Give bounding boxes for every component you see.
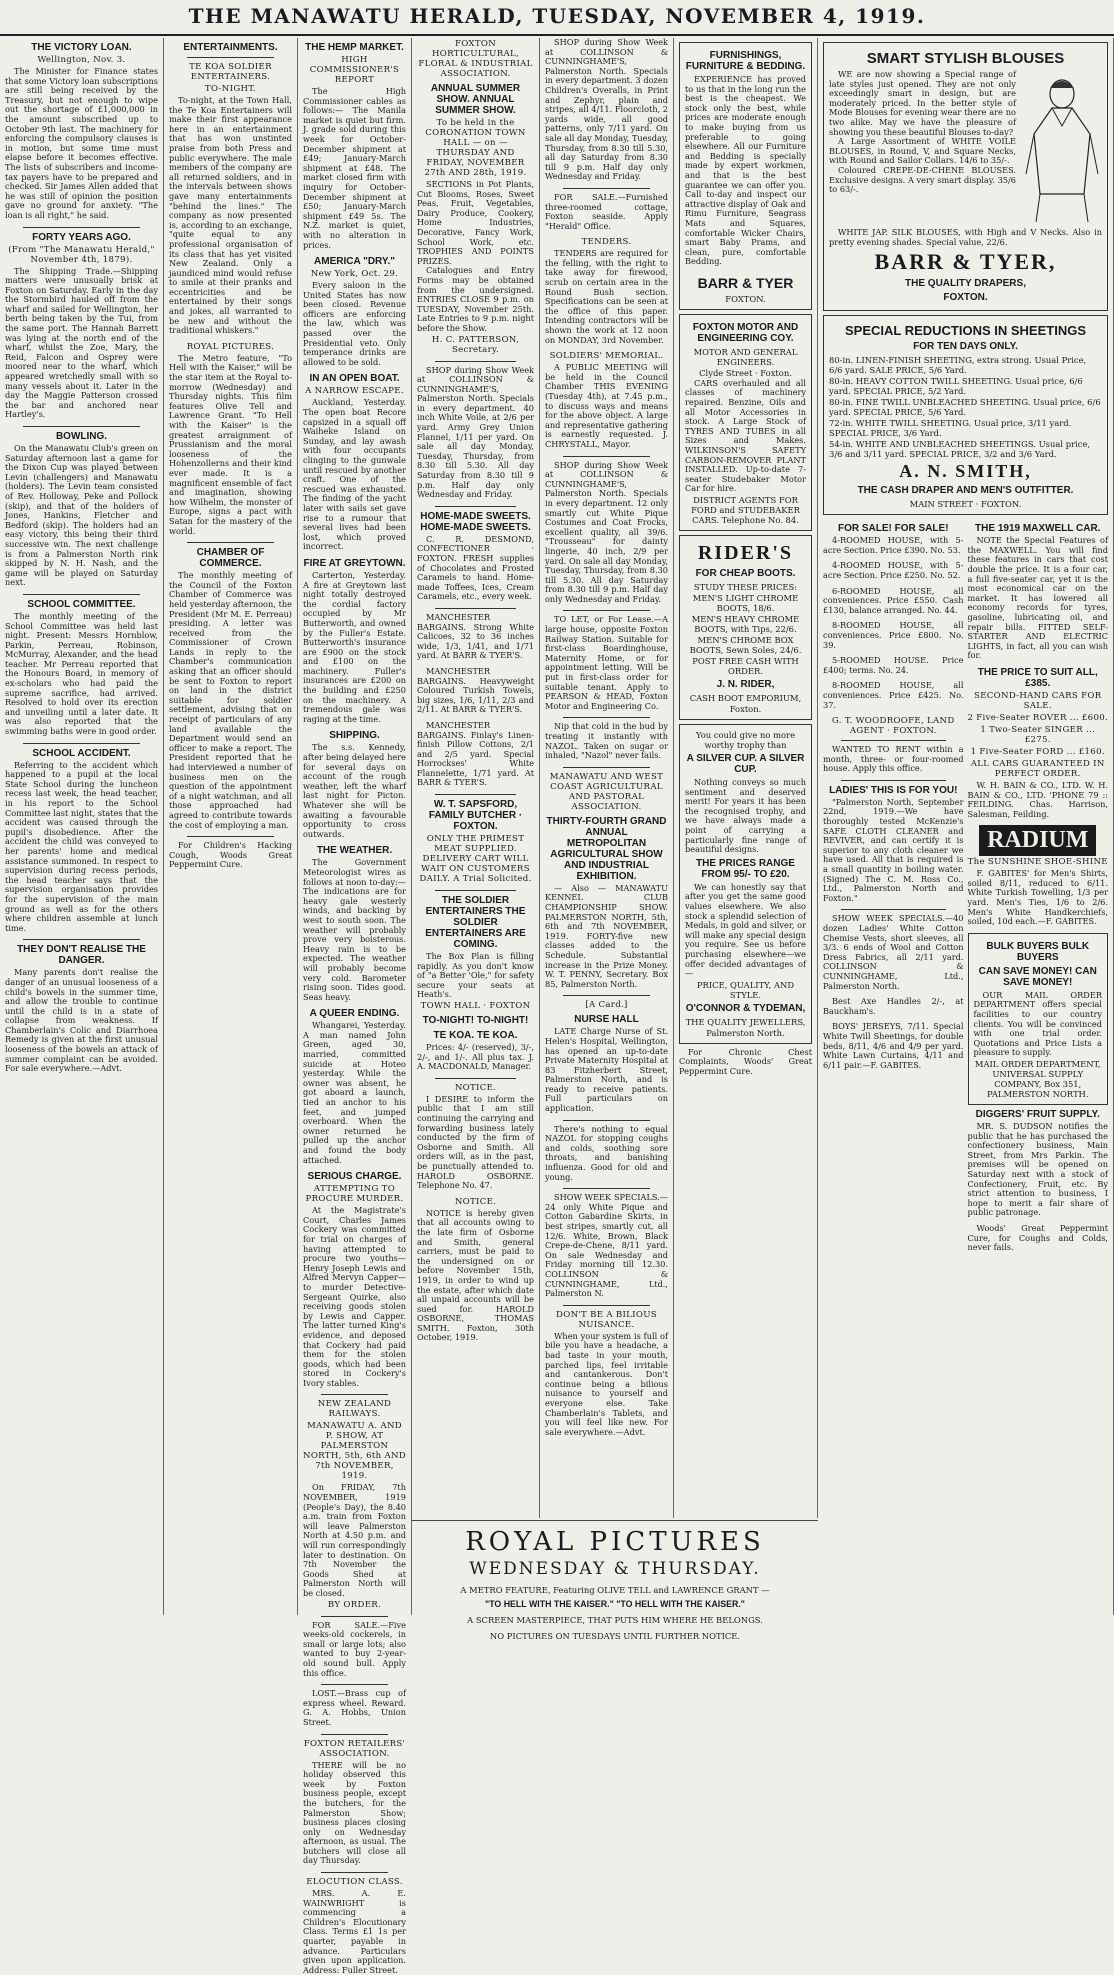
- article-hemp: [303, 42, 406, 250]
- headline: NURSE HALL: [574, 1014, 639, 1026]
- headline: FIRE AT GREYTOWN.: [303, 557, 406, 569]
- subhead: SOLDIERS' MEMORIAL.: [549, 351, 664, 362]
- subcolumn-right: [968, 519, 1109, 1259]
- divider: [23, 594, 140, 595]
- advert-nazol: Nip that cold in the bud by treating it instantly with NAZOL. Taken on sugar or inhaled, "Nazol" never fails.: [545, 721, 668, 761]
- subhead: NOTICE.: [454, 1082, 497, 1093]
- divider: [563, 1120, 650, 1121]
- headline: BOWLING.: [55, 431, 108, 442]
- divider: [435, 890, 516, 891]
- price-item: 54-in. WHITE AND UNBLEACHED SHEETINGS. Usual price, 3/6 and 3/11 yard. SPECIAL PRICE, 3/2 and 3/6 Yard.: [829, 439, 1091, 460]
- article-body: For Children's Hacking Cough, Woods Great Peppermint Cure.: [169, 840, 292, 870]
- article-body: The High Commissioner cables as follows:— The Manila market is quiet but firm. J. grade sold during this week for October-December shipment at £49; January-March shipment at £48. The market closed firm with inquiry for October-December shipment at £50; January-March shipment £49 5s. The N.Z. market is quiet, with no alteration in prices.: [303, 86, 406, 250]
- article-body: The monthly meeting of the School Committee was held last night. Present: Messrs Hornblow, Parkin, Perreau, Robinson, McMurray, Alexander, and the head teacher. Mr Perreau reported that the Honours Board, in memory of ex-scholars who had paid the supreme sacrifice, had arrived. Resolved to hold over its erection and unveiling until a later date. It was also reported that the swimming baths were in good order.: [5, 610, 158, 737]
- advert-tenders: [545, 237, 668, 345]
- ad-shop: BARR & TYER,: [874, 249, 1057, 275]
- article-body: The Metro feature, "To Hell with the Kaiser," will be the star item at the Royal to-morrow (Wednesday) and Thursday nights. This film features Olive Tell and Lawrence Grant. "To Hell with the Kaiser" is the greatest arraignment of Prussianism and the moral looseness of the Hohenzollerns and their kind ever made. It is a magnificent ensemble of fact and imagination, showing how Wilhelm, the monster of Europe, signs a pact with Satan for the mastery of the world.: [169, 352, 292, 536]
- subhead: (From "The Manawatu Herald," November 4th, 1879).: [8, 244, 155, 265]
- article-body: "Palmerston North, September 22nd, 1919.—We have thoroughly tested McKenzie's SAFE CLOTH CLEANER and REVIVER, and can certify it is superior to any cloth cleaner we have used. All that is required is a small quantity in boiling water. (Signed) The C. M. Ross Co., Ltd., Palmerston North and Foxton.": [823, 796, 964, 903]
- article-body: A PUBLIC MEETING will be held in the Council Chamber THIS EVENING (Tuesday 4th), at 7.45 p.m., to discuss ways and means for the above object. A large and representative gathering is earnestly requested. J. CHRYSTALL, Mayor.: [545, 362, 668, 449]
- advert-radium: [968, 825, 1109, 867]
- advert-show-specials: SHOW WEEK SPECIALS.—24 only White Pique and Cotton Gabardine Skirts, in best stripes, smartly cut, all 12/6. White, Brown, Black Crepe-de-Chene, 8/11 yard. On sale Wednesday and Friday morning till 12.30. COLLINSON & CUNNINGHAME, Ltd., Palmerston N.: [545, 1192, 668, 1299]
- subhead: TENDERS.: [581, 237, 632, 248]
- headline: FORTY YEARS AGO.: [32, 231, 131, 243]
- price-item: 80-in. LINEN-FINISH SHEETING, extra strong. Usual Price, 6/6 yard. SALE PRICE, 5/6 Yard.: [829, 355, 1087, 376]
- article-body: Referring to the accident which happened to a pupil at the local State School during the luncheon recess last week, the head teacher, in his report to the School Committee last night, states that the accident was caused through the pupil's disobedience. After the accident the child was conveyed to her parents' home and medical assistance summoned. In respect to supervision during recess periods, the head teacher says that the supervision organisation provides for the supervision of the main ground as well as for the others where children assemble at lunch time.: [5, 759, 158, 933]
- subhead: FOXTON HORTICULTURAL, FLORAL & INDUSTRIAL ASSOCIATION.: [418, 39, 533, 79]
- ad-days: WEDNESDAY & THURSDAY.: [469, 1559, 761, 1579]
- headline: DIGGERS' FRUIT SUPPLY.: [975, 1109, 1100, 1120]
- advert-railways: [303, 1399, 406, 1609]
- headline: LADIES' THIS IS FOR YOU!: [829, 784, 958, 796]
- article-body: NOTE the Special Features of the MAXWELL. You will find these features in cars that cost double the price. It is a four car, a full five-seater car, yet it is the most economical car on the market. It has lowered all economy records for tyres, gasoline, lubricating oil, and repair bills. FITTED SELF-STARTER AND ELECTRIC LIGHTS, in fact, all you can wish for.: [967, 535, 1108, 661]
- article-body: On the Manawatu Club's green on Saturday afternoon last a game for the Dixon Cup was played between Levin (challengers) and Manawatu (holders). The Levin team consisted of Rev. Holloway, Peke and Pollock (skip), and that of the holders of Jones, Hankins, Fletcher and Bedford (skip). The holders had an easy victory, this being their third successive win. The next challenge is from a Palmerston North rink skipped by N. H. Nash, and the game will be played on Saturday next.: [5, 443, 158, 588]
- advert-gabites: F. GABITES' for Men's Shirts, soiled 8/11, reduced to 6/11. White Turkish Towelling, 1/3 per yard. Men's Ties, 1/6 to 2/6. Men's White Handkerchiefs, soiled, 10d each.—F. GABITES.: [967, 868, 1108, 927]
- ad-price: THE PRICES RANGE FROM 95/- TO £20.: [696, 857, 795, 880]
- subhead: DON'T BE A BILIOUS NUISANCE.: [556, 1309, 657, 1330]
- subhead: The SUNSHINE SHOE-SHINE: [967, 857, 1108, 868]
- advert-shop: SHOP during Show Week at COLLINSON & CUNNINGHAME'S, Palmerston North. Specials in every department. 12 only smartly cut White Pique Costumes and Coat Frocks, excellent quality, all 39/6. "Trousseau" for dainty lingerie, 40 inch, 2/9 per yard. On sale all day Monday, Tuesday, Thursday, from 8.30 till 5.30. All day Saturday from 8.30 till 9 p.m. Half day only Wednesday and Friday.: [545, 459, 668, 604]
- article-body: Carterton, Yesterday. A fire at Greytown last night totally destroyed the cordial factory occupied by Mr Butterworth, and owned by the Fuller's Estate. Butterworth's insurance are £900 on the stock and £100 on the machinery. Fuller's insurances are £200 on the building and £250 on the machinery. A tremendous gale was raging at the time.: [303, 569, 406, 724]
- article-body: At the Magistrate's Court, Charles James Cockery was committed for trial on charges of having attempted to procure two youths—Henry Joseph Lewis and Alfred Mervyn Capper—to murder Detective-Sergeant Quirke, also receiving goods stolen by Lewis and Capper. The latter turned King's evidence, and deposed that Cockery had paid them for the stolen goods, which had been stored in Cockery's Ivory stables.: [303, 1205, 406, 1388]
- advert-manchester: MANCHESTER BARGAINS. Strong White Calicoes, 32 to 36 inches wide, 1/3, 1/41, and 1/71 yard. At BARR & TYER'S.: [417, 611, 534, 661]
- ad-shop: BARR & TYER: [697, 274, 794, 291]
- advert-blouses: [823, 42, 1108, 311]
- column-3: [298, 38, 412, 1975]
- subhead: ONLY THE PRIMEST MEAT SUPPLIED. DELIVERY CART WILL WAIT ON CUSTOMERS DAILY. A Trial Solicited.: [419, 834, 532, 885]
- headline: HOME-MADE SWEETS. HOME-MADE SWEETS.: [420, 510, 531, 533]
- ad-line: CASH BOOT EMPORIUM,: [689, 693, 802, 703]
- advert-bain: W. H. BAIN & CO., LTD. W. H. BAIN & CO., LTD. 'PHONE 79 :: FEILDING. Chas. Harrison, Salesman, Feilding.: [967, 779, 1108, 819]
- divider: [321, 1616, 388, 1617]
- ad-note: NO PICTURES ON TUESDAYS UNTIL FURTHER NOTICE.: [489, 1631, 741, 1641]
- headline: CHAMBER OF COMMERCE.: [196, 547, 265, 570]
- article-body: THERE will be no holiday observed this week by Foxton business people, except the butchers, for the Palmerston Show; business places closing only on Wednesday afternoon, as usual. The butchers will close all day Thursday.: [303, 1759, 406, 1866]
- divider: [563, 767, 650, 768]
- advert-bulk-buyers: [968, 933, 1109, 1105]
- subhead: NEW ZEALAND RAILWAYS.: [317, 1399, 392, 1420]
- article-body: Prices: 4/- (reserved), 3/-, 2/-, and 1/-. All plus tax. J. A. MACDONALD, Manager.: [417, 1042, 534, 1072]
- advert-sweets: [417, 511, 534, 602]
- column-1: [0, 38, 164, 1615]
- article-school-accident: [5, 748, 158, 934]
- headline: SHIPPING.: [329, 730, 380, 742]
- subhead: A NARROW ESCAPE.: [305, 386, 404, 397]
- dateline: New York, Oct. 29.: [310, 269, 399, 280]
- two-column-section: [823, 519, 1108, 1259]
- advert-lost: LOST.—Brass cup of express wheel. Reward. G. A. Hobbs, Union Street.: [303, 1688, 406, 1727]
- column-2: [164, 38, 298, 1615]
- ad-line: You could give no more worthy trophy than: [695, 730, 796, 750]
- divider: [435, 794, 516, 795]
- advert-silver-cup: [679, 724, 812, 1044]
- article-victory-loan: [5, 42, 158, 221]
- article-body: MR. S. DUDSON notifies the public that he has purchased the confectionery business, Main Street, from Mrs Parkin. The premises will be opened on Saturday next with a stock of Confectionery, Fruit, etc. By strict attention to business, I hope to merit a fair share of public patronage.: [967, 1121, 1108, 1218]
- ad-line: MAIL ORDER DEPARTMENT, UNIVERSAL SUPPLY COMPANY, Box 351, PALMERSTON NORTH.: [974, 1059, 1101, 1099]
- subhead: TO-NIGHT.: [204, 84, 257, 94]
- article-body: NOTICE is hereby given that all accounts owing to the late firm of Osborne and Smith, general carriers, must be paid to the undersigned on or before November 15th, 1919, in order to wind up the estate, after which date all unpaid accounts will be sued for. HAROLD OSBORNE, THOMAS SMITH. Foxton, 30th October, 1919.: [417, 1207, 534, 1343]
- notice-1: [417, 1083, 534, 1191]
- ad-body: Nothing conveys so much sentiment and deserved merit! For years it has been the recognised trophy, and we have always made a point of carrying a particularly fine range of beautiful designs.: [685, 777, 806, 855]
- headline: THEY DON'T REALISE THE DANGER.: [17, 944, 146, 967]
- ad-title: RIDER'S: [697, 542, 794, 564]
- advert-for-sale: FOR SALE.—Furnished three-roomed cottage, Foxton seaside. Apply "Herald" Office.: [545, 191, 668, 231]
- advert-axe: Best Axe Handles 2/-, at Bauckham's.: [823, 996, 964, 1016]
- ad-sub: FOR TEN DAYS ONLY.: [913, 341, 1018, 353]
- advert-boys: BOYS' JERSEYS, 7/11. Special White Twill Sheetings, for double beds, 8/11, 4/6 and 4/9 per yard. White Lawn Curtains, 4/11 and 6/11 pair.—F. GABITES.: [823, 1021, 964, 1070]
- price-item: MEN'S CHROME BOX BOOTS, Sewn Soles, 24/6.: [689, 635, 802, 655]
- advert-for-sale: FOR SALE.—Five weeks-old cockerels, in small or large lots; also wanted to buy 2-year-old sound bull. Apply this office.: [303, 1619, 406, 1678]
- blouse-illustration: [1022, 74, 1102, 224]
- headline: THIRTY-FOURTH GRAND ANNUAL METROPOLITAN AGRICULTURAL SHOW AND INDUSTRIAL EXHIBITION.: [546, 815, 667, 882]
- article-body: Many parents don't realise the danger of an unusual looseness of a child's bowels in the summer time, and allow the trouble to continue until the child is in a state of collapse from weakness. If Chamberlain's Colic and Diarrhoea Remedy is given at the first unusual looseness of the bowels an attack of summer complaint can be avoided. For sale everywhere.—Advt.: [5, 967, 158, 1074]
- article-body: Every saloon in the United States has now been closed. Revenue officers are enforcing the law, which was passed over the Presidential veto. Only temperance drinks are allowed to be sold.: [303, 280, 406, 367]
- listing: 1 Five-Seater FORD ... £160.: [970, 746, 1105, 757]
- ad-town: FOXTON.: [943, 292, 988, 304]
- divider: [23, 743, 140, 744]
- signature: G. T. WOODROOFE, LAND AGENT · FOXTON.: [831, 716, 955, 737]
- subhead: HIGH COMMISSIONER'S REPORT: [309, 55, 400, 85]
- ad-body: EXPERIENCE has proved to us that in the long run the best is the cheapest. We stock only the best, while prices are moderate enough to make buying from us preferable to going elsewhere. All our Furniture and Bedding is specially made by expert workmen, and that is the best guarantee we can offer you. Call to-day and inspect our attractive display of Oak and Rimu Furniture, Seagrass Mats and Squares, comfortable Wicker Chairs, smart Baby Prams, and clean, pure, comfortable Bedding.: [685, 74, 806, 267]
- divider: [841, 740, 946, 741]
- article-body: The s.s. Kennedy, after being delayed here for several days on account of the rough weather, left the wharf last night for Picton. Whatever she will be awaiting a favourable opportunity to cross outwards.: [303, 742, 406, 839]
- column-4: [412, 38, 540, 1518]
- advert-metropolitan-show: [545, 772, 668, 990]
- ad-body: WE are now showing a Special range of late styles just opened. They are not only exceedingly smart in design, but are moderately priced. In the better style of Mode Blouses for evening wear there are no two alike. May we have the pleasure of showing you these beautiful Blouses to-day?: [829, 69, 1016, 137]
- ad-tagline: A SCREEN MASTERPIECE, THAT PUTS HIM WHERE HE BELONGS.: [467, 1615, 763, 1625]
- advert-to-let: TO LET, or For Lease.—A large house, opposite Foxton Railway Station. Suitable for first-class Boardinghouse, Maternity Home, or for appointment letting. Will be put in first-class order for suitable tenant. Apply to PEARSON & HEAD, Foxton Motor and Engineering Co.: [545, 614, 668, 711]
- headline: ENTERTAINMENTS.: [183, 42, 278, 53]
- article-weather: [303, 845, 406, 1002]
- ad-title: ROYAL PICTURES: [465, 1527, 765, 1557]
- divider: [321, 1684, 388, 1685]
- subhead: ALL CARS GUARANTEED IN PERFECT ORDER.: [970, 758, 1105, 779]
- price-item: MEN'S HEAVY CHROME BOOTS, with Tips, 22/6.: [691, 614, 800, 634]
- price-item: 72-in. WHITE TWILL SHEETING. Usual price, 3/11 yard. SPECIAL PRICE, 3/6 Yard.: [829, 418, 1072, 439]
- article-body: Whangarei, Yesterday. A man named John Green, aged 30, married, committed suicide at Hoteo yesterday. While the owner was absent, he got aboard a launch, tied an anchor to his feet, and jumped overboard. When the owner returned he pulled up the anchor and found the body attached.: [303, 1020, 406, 1165]
- article-entertainments: [169, 42, 292, 336]
- listing: 4-ROOMED HOUSE, with 5-acre Section. Price £250. No. 52.: [823, 560, 964, 580]
- ad-feature: A METRO FEATURE, Featuring OLIVE TELL and LAWRENCE GRANT —: [460, 1585, 770, 1595]
- article-body: The Minister for Finance states that some Victory loan subscriptions are still being received by the Treasury, but not enough to wipe out the shortage of £1,000,000 in the amount subscribed up to October 9th last. The machinery for enforcing the compulsory clauses is in motion, but some time must elapse before it becomes effective. The lists of subscribers and income-tax payers have to be prepared and checked. Sir James Allen added that he was still of opinion the position gave no ground for anxiety. "The loan is all right," he said.: [5, 66, 158, 220]
- divider: [23, 426, 140, 427]
- divider: [841, 909, 946, 910]
- article-body: Catalogues and Entry Forms may be obtained from the undersigned. ENTRIES CLOSE 9 p.m. on TUESDAY, November 25th. Late Entries to 9 p.m. night before the Show.: [417, 265, 534, 333]
- advert-retailers: [303, 1739, 406, 1867]
- divider: [563, 188, 650, 189]
- signature: BY ORDER.: [327, 1599, 382, 1610]
- divider: [563, 1305, 650, 1306]
- divider: [187, 542, 274, 543]
- article-body: To-night, at the Town Hall, the Te Koa Entertainers will make their first appearance here in an entertainment that has won unstinted praise from both Press and public everywhere. The male members of the company are all returned soldiers, and in the intervals between shows gave many entertainments "behind the lines." The company as now presented is, according to an exchange, "quite equal to any professional organisation of its class that has yet visited New Zealand. Only a jaundiced mind would refuse to smile at their pranks and eccentricities and be entertained by their songs and jokes, all warranted to be new and without the traditional whiskers.": [169, 95, 292, 336]
- ad-town: FOXTON.: [725, 293, 766, 304]
- article-body: The monthly meeting of the Council of the Foxton Chamber of Commerce was held yesterday afternoon, the President (Mr M. E. Perreau) presiding. A letter was received from the Commissioner of Crown Lands in reply to the Chamber's communication asking that an officer should be sent to Foxton to report on land in the district suitable for soldier settlement, advising that on receipt of particulars of any land available the Department would send an officer to make a report. The President reported that he had interviewed a number of business men on the question of the appointment of a night watchman, and all those approached had agreed to contribute towards the cost of employing a man.: [169, 570, 292, 830]
- article-body: SECTIONS in Pot Plants, Cut Blooms, Roses, Sweet Peas, Fruit, Vegetables, Dairy Produce, Cookery, Home Industries, Decorative, Fancy Work, School Work, etc. TROPHIES AND POINTS PRIZES.: [417, 179, 534, 266]
- headline: IN AN OPEN BOAT.: [309, 373, 400, 385]
- ad-body: OUR MAIL ORDER DEPARTMENT offers special facilities to our country clients. You will be convinced with one trial order. Quotations and Price Lists a pleasure to supply.: [973, 989, 1102, 1058]
- divider: [435, 361, 516, 362]
- article-body: The Shipping Trade.—Shipping matters were unusually brisk at Foxton on Saturday. Early in the day the Stormbird hauled off from the wharf and sailed for Wellington, her berth being taken by the Tui, from the same port. The Hannah Barrett was lying at the north end of the wharf, whilst the Zoe, Mary, the Reid, Falcon and Osprey were moored near to the wharf, which appeared wretchedly small with so many vessels about it. Later in the day the Maggie Patterson crossed the bar and anchored near Hartley's.: [5, 265, 158, 420]
- advert-manchester: MANCHESTER BARGAINS. Finlay's Linen-finish Pillow Cottons, 2/1 and 2/5 yard. Special Horrockses' White Flannelette, 1/71 yard. At BARR & TYER'S.: [417, 719, 534, 788]
- ad-line: POST FREE CASH WITH ORDER.: [692, 656, 799, 676]
- divider: [321, 1872, 388, 1873]
- listing: 4-ROOMED HOUSE, with 5-acre Section. Price £390. No. 53.: [823, 535, 964, 555]
- ad-title: FURNISHINGS, FURNITURE & BEDDING.: [685, 50, 806, 72]
- headline: SERIOUS CHARGE.: [307, 1171, 402, 1183]
- advert-chest: For Chronic Chest Complaints, Woods' Great Peppermint Cure.: [679, 1046, 812, 1076]
- headline: THE HEMP MARKET.: [305, 42, 404, 53]
- article-body: TENDERS are required for the felling, with the right to take away for firewood, scrub on certain area in the Round Bush section. Specifications can be seen at the office of this paper. Intending contractors will be shown the work at 12 noon on MONDAY, 3rd November.: [545, 248, 668, 345]
- dateline: Wellington, Nov. 3.: [37, 55, 126, 65]
- listing: 8-ROOMED HOUSE, all conveniences. Price £425. No. 37.: [823, 680, 964, 710]
- advert-sheetings: [823, 315, 1108, 515]
- article-danger: [5, 944, 158, 1074]
- advert-shop: SHOP during Show Week at COLLINSON & CUNNINGHAME'S, Palmerston North. Specials in every department. 3 dozen Children's Overalls, in Print and Zephyr, plain and stripes, all 4/11. Floorcloth, 2 yards wide, all good patterns, only 7/11 yard. On sale all day Monday, Tuesday, Thursday, from 8.30 till 5.30, all day Saturday from 8.30 till 9 p.m. Half day only Wednesday and Friday.: [545, 37, 669, 182]
- divider: [563, 610, 650, 611]
- divider: [321, 1394, 388, 1395]
- ad-line: THE QUALITY JEWELLERS,: [685, 1016, 806, 1027]
- headline: SCHOOL COMMITTEE.: [27, 598, 136, 610]
- column-5: [540, 38, 674, 1518]
- divider: [435, 608, 516, 609]
- advert-show-week: SHOW WEEK SPECIALS.—40 dozen Ladies' White Cotton Chemise Vests, short sleeves, all 3/3. 6 ends of Wool and Cotton Dress Fabrics, all 2/11 yard. COLLINSON & CUNNINGHAME, Ltd., Palmerston North.: [823, 913, 964, 991]
- listing: 1 Two-Seater SINGER ... £275.: [980, 724, 1096, 745]
- headline: SCHOOL ACCIDENT.: [32, 747, 131, 759]
- advert-elocution: [303, 1877, 406, 1975]
- divider: [563, 1188, 650, 1189]
- article-royal-pictures: [169, 342, 292, 536]
- headline: W. T. SAPSFORD, FAMILY BUTCHER · FOXTON.: [428, 799, 523, 833]
- ad-town: Foxton.: [729, 704, 762, 714]
- ad-body: Coloured CREPE-DE-CHENE BLOUSES. Exclusive designs. A very smart display. 35/6 to 63/-.: [829, 164, 1016, 195]
- article-chamber: [169, 547, 292, 830]
- advert-soldier-entertainers: [417, 895, 534, 1072]
- subhead: [A Card.]: [585, 1000, 628, 1011]
- divider: [563, 456, 650, 457]
- divider: [187, 836, 274, 837]
- advert-butcher: [417, 799, 534, 884]
- ad-body: CARS overhauled and all classes of machinery repaired. Benzine, Oils and all Motor Accessories in stock. A Large Stock of TYRES AND TUBES in all Sizes and Makes. WILKINSON'S SAFETY CARBON-REMOVER PLANT INSTALLED. Up-to-date 7-seater Studebaker Motor Car for hire.: [685, 377, 806, 494]
- ad-title: A SILVER CUP. A SILVER CUP.: [686, 753, 805, 775]
- article-body: When your system is full of bile you have a headache, a bad taste in your mouth, parched lips, feel irritable and cantankerous. Don't continue being a bilious nuisance to yourself and everyone else. Take Chamberlain's Tablets, and you will feel like new. For sale everywhere.—Advt.: [545, 1330, 668, 1437]
- ad-address: MAIN STREET · FOXTON.: [909, 499, 1022, 510]
- ad-shop: J. N. RIDER,: [716, 679, 775, 690]
- divider: [321, 1734, 388, 1735]
- ad-title: SPECIAL REDUCTIONS IN SHEETINGS: [844, 323, 1086, 339]
- headline: A QUEER ENDING.: [309, 1008, 400, 1020]
- subhead: TE KOA SOLDIER ENTERTAINERS.: [189, 62, 272, 82]
- advert-bilious: [545, 1310, 668, 1438]
- divider: [563, 995, 650, 996]
- subhead: NOTICE.: [454, 1196, 497, 1207]
- article-body: I DESIRE to inform the public that I am still continuing the carrying and forwarding business lately conducted by the firm of Osborne and Smith. All orders will, as in the past, be punctually attended to. HAROLD OSBORNE. Telephone No. 47.: [417, 1093, 534, 1191]
- article-bowling: [5, 431, 158, 588]
- subhead: MANAWATU A. AND P. SHOW, AT PALMERSTON NORTH, 5th, 6th AND 7th NOVEMBER, 1919.: [303, 1421, 406, 1482]
- divider: [435, 506, 516, 507]
- ad-shop: A. N. SMITH,: [899, 461, 1032, 482]
- ad-title: BULK BUYERS BULK BUYERS: [986, 940, 1090, 963]
- headline: TO-NIGHT! TO-NIGHT!: [422, 1015, 529, 1027]
- article-body: MRS. A. E. WAINWRIGHT is commencing a Children's Elocutionary Class. Terms £1 1s per quarter, payable in advance. Particulars given upon application. Address: Fuller Street.: [303, 1888, 406, 1975]
- divider: [563, 717, 650, 718]
- article-queer-ending: [303, 1008, 406, 1165]
- advert-wanted: WANTED TO RENT within a month, three- or four-roomed house. Apply this office.: [823, 744, 964, 774]
- ad-sub: CAN SAVE MONEY! CAN SAVE MONEY!: [978, 965, 1097, 988]
- ad-body: WHITE JAP. SILK BLOUSES, with High and V Necks. Also in pretty evening shades. Special value, 22/6.: [829, 227, 1102, 247]
- article-america-dry: [303, 256, 406, 367]
- article-serious-charge: [303, 1171, 406, 1388]
- subcolumn-left: [823, 519, 964, 1259]
- article-shipping: [303, 730, 406, 839]
- listing: 5-ROOMED HOUSE. Price £400; terms. No. 24.: [823, 655, 964, 675]
- divider: [187, 57, 274, 58]
- advert-memorial: [545, 351, 668, 449]
- ad-title: FOXTON MOTOR AND ENGINEERING COY.: [692, 321, 799, 344]
- article-body: On FRIDAY, 7th NOVEMBER, 1919 (People's Day), the 8.40 a.m. train from Foxton will leave Palmerston North at 4.50 p.m. and will run correspondingly later to destination. On 7th November the Goods Shed at Palmerston North will be closed.: [303, 1482, 406, 1598]
- ad-line: STUDY THESE PRICES:: [693, 582, 798, 592]
- advert-nurse-hall: [545, 1000, 668, 1113]
- headline: THE 1919 MAXWELL CAR.: [975, 523, 1101, 535]
- listing: 8-ROOMED HOUSE, all conveniences. Price £800. No. 39.: [823, 620, 964, 650]
- advert-nazol: There's nothing to equal NAZOL for stopping coughs and colds, soothing sore throats, and banishing influenza. Good for old and young.: [545, 1123, 668, 1182]
- advert-woods: Woods' Great Peppermint Cure, for Coughs and Colds, never fails.: [967, 1222, 1108, 1253]
- price-item: 80-in. HEAVY COTTON TWILL SHEETING. Usual price, 6/6 yard. SPECIAL PRICE, 5/2 Yard.: [829, 376, 1083, 397]
- ad-agents: DISTRICT AGENTS FOR FORD and STUDEBAKER CARS. Telephone No. 84.: [691, 495, 800, 525]
- ad-sub: FOR CHEAP BOOTS.: [695, 568, 796, 579]
- ad-shop: O'CONNOR & TYDEMAN,: [685, 1002, 806, 1014]
- subhead: ATTEMPTING TO PROCURE MURDER.: [305, 1184, 404, 1205]
- advert-rider: [679, 535, 812, 720]
- listing: 6-ROOMED HOUSE, all conveniences. Price £550. Cash £130, balance arranged. No. 44.: [823, 585, 964, 615]
- subhead: ELOCUTION CLASS.: [306, 1877, 403, 1888]
- price-item: MEN'S LIGHT CHROME BOOTS, 18/6.: [692, 593, 799, 613]
- advert-royal-pictures: [412, 1520, 818, 1641]
- divider: [841, 780, 946, 781]
- headline: THE PRICE TO SUIT ALL, £385.: [977, 666, 1098, 689]
- subhead: TOWN HALL · FOXTON: [420, 1001, 531, 1012]
- article-body: — Also — MANAWATU KENNEL CLUB CHAMPIONSHIP SHOW. PALMERSTON NORTH, 5th, 6th and 7th NOVEMBER, 1919. FORTY-five new classes added to the Schedule. Substantial increase in the Prize Money. W. T. PENNY, Secretary. Box 85, Palmerston North.: [545, 882, 668, 989]
- subhead: ROYAL PICTURES.: [186, 341, 275, 352]
- headline: THE VICTORY LOAN.: [31, 42, 132, 53]
- ad-sub: THE QUALITY DRAPERS,: [905, 278, 1026, 290]
- advert-shop: SHOP during Show Week at COLLINSON & CUNNINGHAME'S, Palmerston North. Specials in every department. 40 inch White Voile, at 2/6 per yard. Army Grey Union Flannel, 1/11 per yard. On sale all day Monday, Tuesday, Thursday, from 8.30 till 5.30. All day Saturday from 8.30 till 9 p.m. Half day only Wednesday and Friday.: [417, 364, 534, 500]
- article-body: Auckland, Yesterday. The open boat Recore capsized in a squall off Waiheke Island on Sunday, and lay awash with four occupants clinging to the gunwale until rescued by another craft. One of the rescued was exhausted. The finding of the yacht later with sails set gave rise to a rumour that several lives had been lost, which proved incorrect.: [303, 397, 406, 552]
- subhead: FOXTON RETAILERS' ASSOCIATION.: [303, 1738, 406, 1759]
- masthead-title: THE MANAWATU HERALD, TUESDAY, NOVEMBER 4, 1919.: [188, 4, 926, 28]
- article-body: The Government Meteorologist wires as follows at noon to-day:— The indications are for heavy gale westerly winds, and backing by west to south soon. The weather will probably prove very boisterous. Heavy rain is to be expected. The weather will probably become very cold. Barometer rising soon. Tides good. Seas heavy.: [303, 857, 406, 1002]
- headline: TE KOA. TE KOA.: [433, 1030, 518, 1042]
- column-7: [818, 38, 1114, 1615]
- subhead: To be held in the CORONATION TOWN HALL — on — THURSDAY AND FRIDAY, NOVEMBER 27th AND 28th, 1919.: [424, 118, 527, 178]
- headline: ANNUAL SUMMER SHOW. ANNUAL SUMMER SHOW.: [430, 83, 521, 116]
- article-body: LATE Charge Nurse of St. Helen's Hospital, Wellington, has opened an up-to-date Private Maternity Hospital at 83 Fitzherbert Street, Palmerston North, and is ready to receive patients. Full particulars on application.: [545, 1026, 668, 1114]
- divider: [23, 939, 140, 940]
- article-body: The Box Plan is filling rapidly. As you don't know of "a Better 'Ole," for safety secure your seats at Heath's.: [417, 951, 534, 1000]
- advert-furnishings: [679, 42, 812, 310]
- article-body: C. R. DESMOND, CONFECTIONER · FOXTON. FRESH supplies of Chocolates and Frosted Caramels to hand. Home-made Toffees, Ices, Cream Caramels, etc., every week.: [417, 533, 534, 602]
- ad-line: PRICE, QUALITY, AND STYLE.: [696, 979, 795, 1000]
- advert-cough: [169, 841, 292, 870]
- article-fire: [303, 558, 406, 725]
- listing: 2 Five-Seater ROVER ... £600.: [967, 712, 1109, 723]
- ad-address: Clyde Street · Foxton.: [699, 367, 792, 378]
- advert-manchester: MANCHESTER BARGAINS. Heavyweight Coloured Turkish Towels, big sizes, 1/6, 1/11, 2/3 and 2/11. At BARR & TYER'S.: [417, 665, 534, 715]
- price-item: 80-in. FINE TWILL UNBLEACHED SHEETING. Usual price, 6/6 yard. SPECIAL PRICE, 5/6 Yard.: [829, 397, 1101, 418]
- ad-sub: MOTOR AND GENERAL ENGINEERS.: [693, 346, 798, 367]
- headline: FOR SALE! FOR SALE!: [837, 523, 949, 535]
- signature: H. C. PATTERSON, Secretary.: [431, 334, 520, 355]
- divider: [23, 227, 140, 228]
- radium-logo: RADIUM: [979, 825, 1096, 856]
- column-6: [674, 38, 818, 1518]
- ad-town: Palmerston North.: [706, 1027, 785, 1038]
- headline: THE WEATHER.: [316, 845, 393, 857]
- advert-horticultural: [417, 39, 534, 355]
- subhead: MANAWATU AND WEST COAST AGRICULTURAL AND PASTORAL ASSOCIATION.: [549, 771, 664, 812]
- ad-sub: THE CASH DRAPER AND MEN'S OUTFITTER.: [857, 485, 1074, 497]
- article-forty-years: [5, 232, 158, 421]
- ad-body: A Large Assortment of WHITE VOILE BLOUSES, in Round, V, and Square Necks, with Round and Sailor Collars. 14/6 to 35/-.: [829, 136, 1016, 166]
- article-school-committee: [5, 599, 158, 737]
- subhead: SECOND-HAND CARS FOR SALE.: [974, 690, 1102, 711]
- ad-film: "TO HELL WITH THE KAISER." "TO HELL WITH THE KAISER.": [485, 1599, 745, 1609]
- notice-2: [417, 1197, 534, 1343]
- article-open-boat: [303, 373, 406, 552]
- divider: [435, 1078, 516, 1079]
- ad-body: We can honestly say that after you get the same good values elsewhere. We also stock a splendid selection of Medals, in gold and silver, or will make any special design you require. See us before purchasing elsewhere—we offer decided advantages of—: [685, 881, 806, 979]
- masthead: [0, 0, 1114, 36]
- headline: THE SOLDIER ENTERTAINERS THE SOLDIER ENTERTAINERS ARE COMING.: [425, 895, 526, 951]
- ad-title: SMART STYLISH BLOUSES: [866, 50, 1065, 67]
- advert-motor: [679, 314, 812, 531]
- headline: AMERICA "DRY.": [314, 256, 395, 268]
